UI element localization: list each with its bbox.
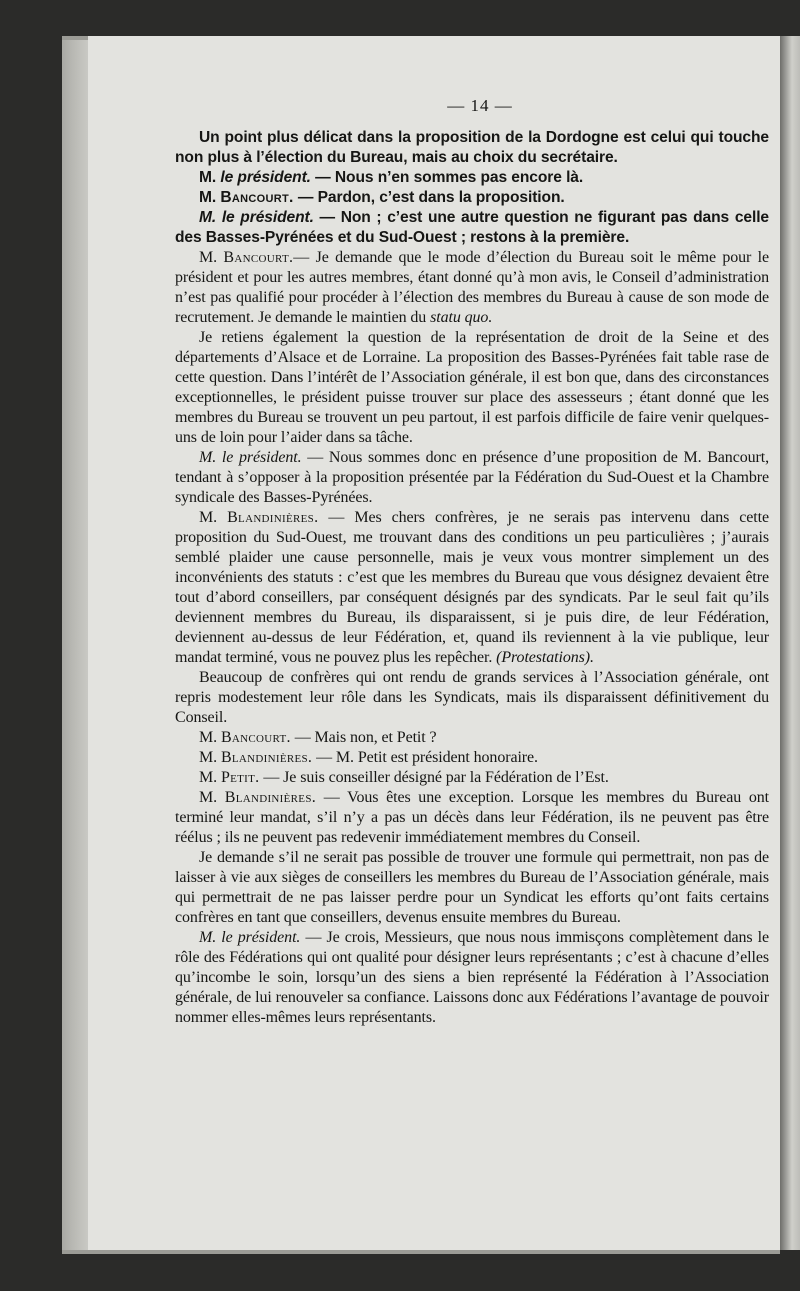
paragraph	[175, 788, 769, 848]
paragraph	[175, 928, 769, 1028]
paragraph	[175, 508, 769, 668]
speaker-name: Bancourt.	[223, 249, 294, 266]
paragraph	[175, 848, 769, 928]
page-left-edge	[62, 40, 88, 1250]
italic-text: M. le président.	[199, 449, 302, 466]
paragraph-text: — Nous n’en sommes pas encore là.	[310, 169, 584, 186]
paragraph-text: Un point plus délicat dans la proposition de la Dordogne est celui qui touche non plus à l’élection du Bureau, mais au choix du secrétaire.	[175, 129, 769, 166]
paragraph	[175, 248, 769, 328]
speaker-name: Bancourt.	[220, 189, 294, 206]
italic-text: (Protestations).	[496, 649, 594, 666]
paragraph-text: — M. Petit est président honoraire.	[312, 749, 538, 766]
paragraph-text: — Je crois, Messieurs, que nous nous immisçons complètement dans le rôle des Fédérations qui ont qualité pour désigner leurs représentants ; c’est à chacune d’elles qu’incombe le soin, lorsqu’un des siens a bien représenté la Fédération à l’Association générale, de lui renouveler sa confiance. Laissons donc aux Fédérations l’avantage de pouvoir nommer elles-mêmes leurs représentants.	[175, 929, 769, 1026]
italic-text: le président.	[220, 169, 311, 186]
speaker-name: Blandinières.	[227, 509, 319, 526]
paragraph-text: Je retiens également la question de la représentation de droit de la Seine et des départements d’Alsace et de Lorraine. La proposition des Basses-Pyrénées fait table rase de cette question. Dans l’intérêt de l’Association générale, il est bon que, dans des circonstances exceptionnelles, le président puisse trouver sur place des assesseurs ; étant donné que les membres du Bureau se trouvent un peu partout, il est parfois difficile de faire venir quelques-uns de loin pour l’aider dans sa tâche.	[175, 329, 769, 446]
paragraph-text: M.	[199, 509, 228, 526]
paragraph-text: M.	[199, 769, 221, 786]
paragraph-text: Je demande s’il ne serait pas possible de trouver une formule qui permettrait, non pas de laisser à vie aux sièges de conseillers les membres du Bureau de l’Association générale, mais qui permettrait de ne pas laisser perdre pour un Syndicat les efforts qu’ont faits certains confrères en tant que conseillers, devenus ensuite membres du Bureau.	[175, 849, 769, 926]
speaker-name: Blandinières.	[220, 749, 313, 766]
paragraph	[175, 748, 769, 768]
italic-text: M. le président.	[199, 929, 301, 946]
page-text	[175, 96, 769, 1028]
paragraph-text: M.	[199, 789, 225, 806]
speaker-name: Bancourt.	[220, 729, 291, 746]
paragraph-text: — Je demande que le mode d’élection du Bureau soit le même pour le président et pour les autres membres, étant donné qu’à mon avis, le Conseil d’administration n’est pas qualifié pour procéder à l’élection des membres du Bureau à cause de son mode de recrutement. Je demande le maintien du	[175, 249, 769, 326]
italic-text: M. le président.	[199, 209, 314, 226]
paragraph-text: — Vous êtes une exception. Lorsque les membres du Bureau ont terminé leur mandat, s’il n’y a pas un décès dans leur Fédération, ils ne peuvent pas être réélus ; ils ne peuvent pas redevenir immédiatement membres du Conseil.	[175, 789, 769, 846]
paragraph	[175, 188, 769, 208]
paragraph-text: — Mais non, et Petit ?	[290, 729, 437, 746]
paragraph-text: M.	[199, 189, 221, 206]
paragraph-text: — Non ; c’est une autre question ne figurant pas dans celle des Basses-Pyrénées et du Sud-Ouest ; restons à la première.	[175, 209, 769, 246]
speaker-name: Blandinières.	[224, 789, 317, 806]
paragraph-text: M.	[199, 249, 224, 266]
paragraph	[175, 728, 769, 748]
paragraph-text: Beaucoup de confrères qui ont rendu de grands services à l’Association générale, ont repris modestement leur rôle dans les Syndicats, mais ils disparaissent définitivement du Conseil.	[175, 669, 769, 726]
paragraph	[175, 328, 769, 448]
paragraph-text: — Nous sommes donc en présence d’une proposition de M. Bancourt, tendant à s’opposer à la proposition présentée par la Fédération du Sud-Ouest et la Chambre syndicale des Basses-Pyrénées.	[175, 449, 769, 506]
paragraph-list	[175, 128, 769, 1028]
paragraph-text: M.	[199, 169, 221, 186]
paragraph	[175, 768, 769, 788]
binding-strip	[780, 36, 800, 1250]
paragraph-text: M.	[199, 749, 221, 766]
paragraph	[175, 168, 769, 188]
paragraph	[175, 208, 769, 248]
paragraph	[175, 128, 769, 168]
page-number: — 14 —	[447, 96, 513, 115]
paragraph-text: — Mes chers confrères, je ne serais pas intervenu dans cette proposition du Sud-Ouest, me trouvant dans des conditions un peu particulières ; j’aurais semblé plaider une cause personnelle, mais je veux vous montrer simplement un des inconvénients des statuts : c’est que les membres du Bureau que vous désignez devaient être tout d’abord conseillers, par conséquent désignés par des syndicats. Par le seul fait qu’ils deviennent membres du Bureau, ils disparaissent, si je puis dire, de leur Fédération, deviennent au-dessus de leur Fédération, et, quand ils reviennent à la vie publique, leur mandat terminé, vous ne pouvez plus les repêcher.	[175, 509, 769, 666]
italic-text: statu quo.	[430, 309, 493, 326]
paragraph-text: M.	[199, 729, 221, 746]
speaker-name: Petit.	[220, 769, 260, 786]
paragraph-text: — Pardon, c’est dans la proposition.	[293, 189, 565, 206]
paragraph-text: — Je suis conseiller désigné par la Fédération de l’Est.	[259, 769, 609, 786]
paragraph	[175, 448, 769, 508]
paragraph	[175, 668, 769, 728]
